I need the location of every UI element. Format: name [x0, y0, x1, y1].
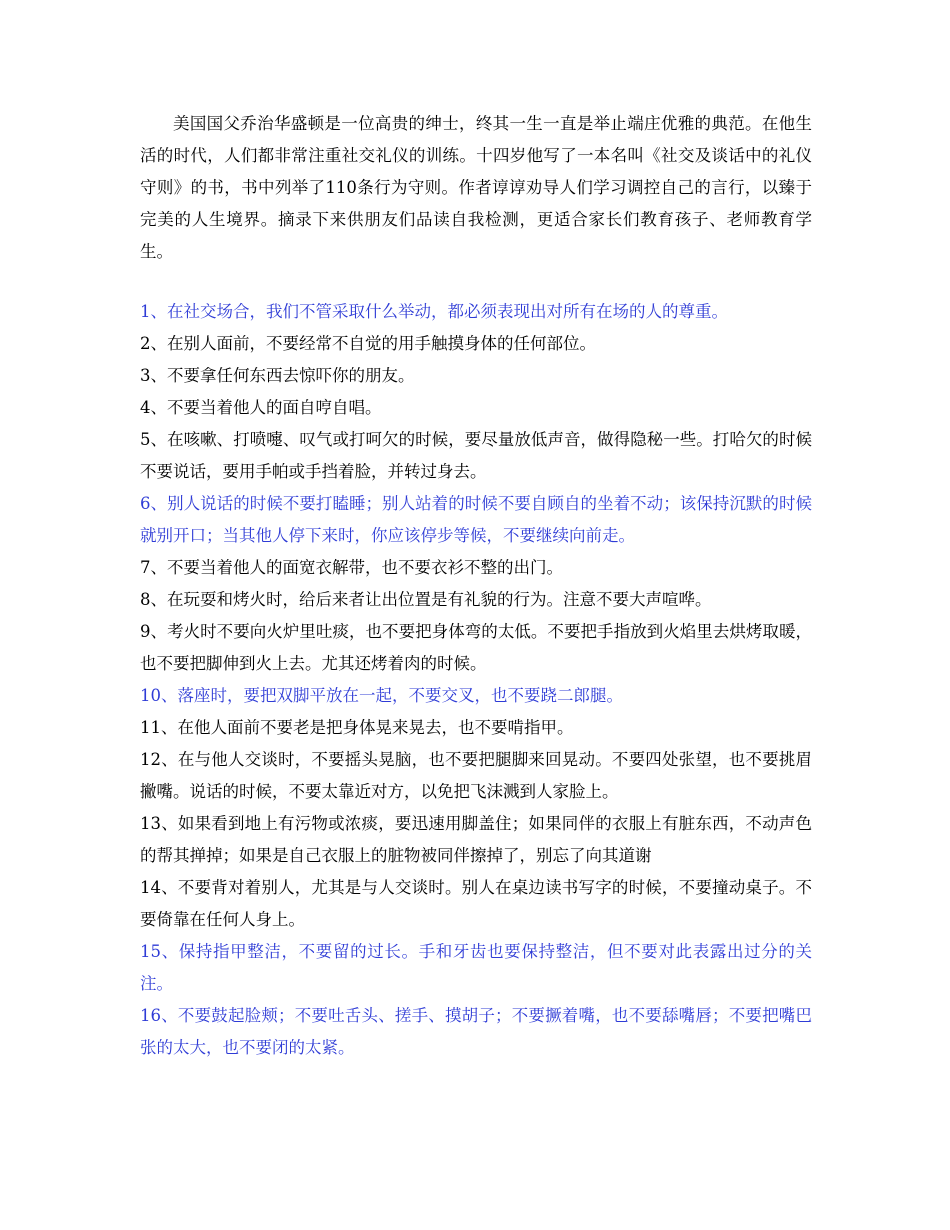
- intro-paragraph: 美国国父乔治华盛顿是一位高贵的绅士，终其一生一直是举止端庄优雅的典范。在他生活的时代，人们都非常注重社交礼仪的训练。十四岁他写了一本名叫《社交及谈话中的礼仪守则》的书，书中列举了110条行为守则。作者谆谆劝导人们学习调控自己的言行，以臻于完美的人生境界。摘录下来供朋友们品读自我检测，更适合家长们教育孩子、老师教育学生。: [140, 114, 812, 261]
- paragraph-spacer: [140, 268, 812, 296]
- rule-item: 3、不要拿任何东西去惊吓你的朋友。: [140, 366, 415, 385]
- rule-item: 15、保持指甲整洁，不要留的过长。手和牙齿也要保持整洁，但不要对此表露出过分的关注。: [140, 942, 812, 993]
- rule-item: 12、在与他人交谈时，不要摇头晃脑，也不要把腿脚来回晃动。不要四处张望，也不要挑眉撇嘴。说话的时候，不要太靠近对方，以免把飞沫溅到人家脸上。: [140, 750, 812, 801]
- rule-item: 11、在他人面前不要老是把身体晃来晃去，也不要啃指甲。: [140, 718, 574, 737]
- rule-item: 14、不要背对着别人，尤其是与人交谈时。别人在桌边读书写字的时候，不要撞动桌子。不要倚靠在任何人身上。: [140, 878, 812, 929]
- rule-item: 5、在咳嗽、打喷嚏、叹气或打呵欠的时候，要尽量放低声音，做得隐秘一些。打哈欠的时候不要说话，要用手帕或手挡着脸，并转过身去。: [140, 430, 812, 481]
- rule-item: 13、如果看到地上有污物或浓痰，要迅速用脚盖住；如果同伴的衣服上有脏东西，不动声色的帮其掸掉；如果是自己衣服上的脏物被同伴擦掉了，别忘了向其道谢: [140, 814, 812, 865]
- rule-item: 2、在别人面前，不要经常不自觉的用手触摸身体的任何部位。: [140, 334, 596, 353]
- rule-item: 6、别人说话的时候不要打瞌睡；别人站着的时候不要自顾自的坐着不动；该保持沉默的时候就别开口；当其他人停下来时，你应该停步等候，不要继续向前走。: [140, 494, 812, 545]
- rule-item: 16、不要鼓起脸颊；不要吐舌头、搓手、摸胡子；不要撅着嘴，也不要舔嘴唇；不要把嘴巴张的太大，也不要闭的太紧。: [140, 1006, 812, 1057]
- rules-list: [140, 296, 812, 1064]
- rule-item: 9、考火时不要向火炉里吐痰，也不要把身体弯的太低。不要把手指放到火焰里去烘烤取暖，也不要把脚伸到火上去。尤其还烤着肉的时候。: [140, 622, 812, 673]
- rule-item: 4、不要当着他人的面自哼自唱。: [140, 398, 382, 417]
- document-page: [140, 108, 812, 1064]
- rule-item: 7、不要当着他人的面宽衣解带，也不要衣衫不整的出门。: [140, 558, 563, 577]
- rule-item: 8、在玩耍和烤火时，给后来者让出位置是有礼貌的行为。注意不要大声喧哗。: [140, 590, 712, 609]
- rule-item: 10、落座时，要把双脚平放在一起，不要交叉，也不要跷二郎腿。: [140, 686, 623, 705]
- rule-item: 1、在社交场合，我们不管采取什么举动，都必须表现出对所有在场的人的尊重。: [140, 302, 728, 321]
